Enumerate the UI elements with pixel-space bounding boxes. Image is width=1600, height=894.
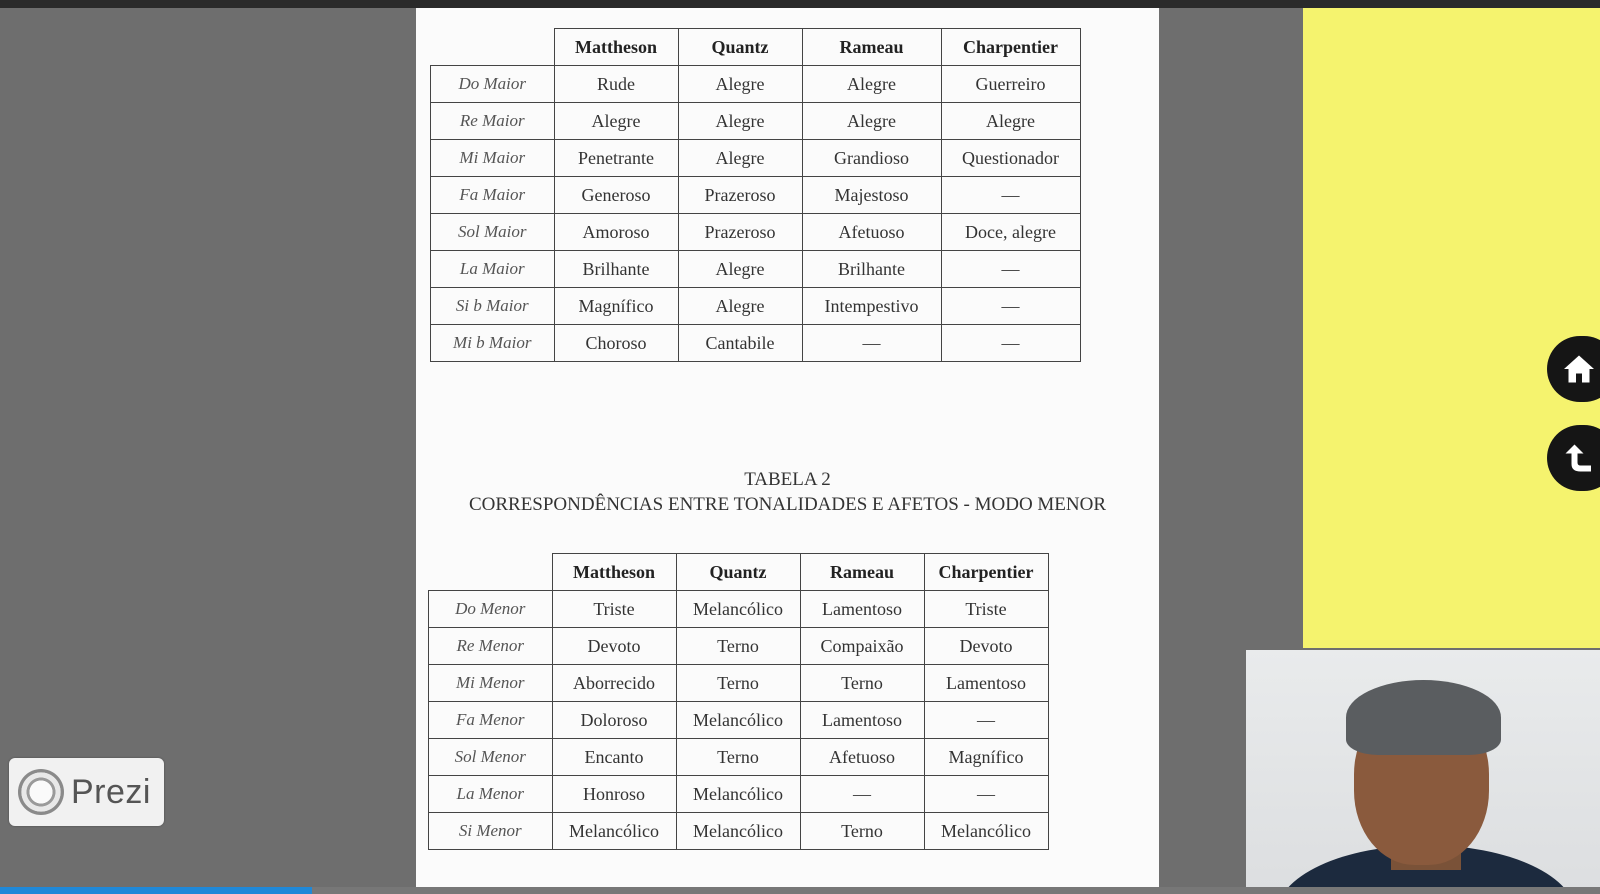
table-row bbox=[429, 776, 1049, 813]
table-cell: Prazeroso bbox=[678, 177, 802, 214]
key-cell: Sol Maior bbox=[431, 214, 555, 251]
table-cell: Generoso bbox=[554, 177, 678, 214]
table-cell: Brilhante bbox=[802, 251, 941, 288]
table-cell: Alegre bbox=[941, 103, 1080, 140]
table-cell: Melancólico bbox=[676, 776, 800, 813]
table-header-row bbox=[431, 29, 1081, 66]
table-row bbox=[431, 251, 1081, 288]
table-cell: Doce, alegre bbox=[941, 214, 1080, 251]
table-cell: Devoto bbox=[552, 628, 676, 665]
header-blank bbox=[429, 554, 553, 591]
header-cell: Charpentier bbox=[941, 29, 1080, 66]
table-cell: Brilhante bbox=[554, 251, 678, 288]
key-cell: Do Maior bbox=[431, 66, 555, 103]
key-cell: Si b Maior bbox=[431, 288, 555, 325]
table-cell: Magnífico bbox=[924, 739, 1048, 776]
table-cell: Intempestivo bbox=[802, 288, 941, 325]
top-bar bbox=[0, 0, 1600, 8]
table-cell: Cantabile bbox=[678, 325, 802, 362]
presenter-cap bbox=[1346, 680, 1501, 755]
table-header-row bbox=[429, 554, 1049, 591]
table-cell: Alegre bbox=[802, 66, 941, 103]
progress-bar-fill bbox=[0, 887, 312, 894]
table-cell: Melancólico bbox=[676, 813, 800, 850]
key-cell: Mi Maior bbox=[431, 140, 555, 177]
table-row bbox=[431, 288, 1081, 325]
table-cell: Encanto bbox=[552, 739, 676, 776]
table-cell: Terno bbox=[800, 813, 924, 850]
table-row bbox=[431, 325, 1081, 362]
webcam-overlay bbox=[1246, 650, 1600, 894]
header-cell: Quantz bbox=[678, 29, 802, 66]
header-cell: Quantz bbox=[676, 554, 800, 591]
table-cell: Melancólico bbox=[552, 813, 676, 850]
table-cell: Melancólico bbox=[676, 591, 800, 628]
table-cell: Alegre bbox=[678, 103, 802, 140]
table-row bbox=[431, 103, 1081, 140]
table-cell: Terno bbox=[676, 628, 800, 665]
key-cell: Fa Maior bbox=[431, 177, 555, 214]
table-cell: Devoto bbox=[924, 628, 1048, 665]
table-cell: Melancólico bbox=[924, 813, 1048, 850]
table-cell: Alegre bbox=[802, 103, 941, 140]
table-cell: — bbox=[800, 776, 924, 813]
progress-bar[interactable] bbox=[0, 887, 1600, 894]
table-row bbox=[429, 702, 1049, 739]
header-cell: Charpentier bbox=[924, 554, 1048, 591]
prezi-label: Prezi bbox=[71, 772, 151, 811]
table-2-title: TABELA 2 bbox=[744, 469, 831, 490]
key-cell: Fa Menor bbox=[429, 702, 553, 739]
key-cell: La Maior bbox=[431, 251, 555, 288]
table-cell: Magnífico bbox=[554, 288, 678, 325]
table-cell: Alegre bbox=[678, 140, 802, 177]
table-cell: Prazeroso bbox=[678, 214, 802, 251]
table-cell: Honroso bbox=[552, 776, 676, 813]
table-row bbox=[431, 177, 1081, 214]
table-cell: Triste bbox=[924, 591, 1048, 628]
table-row bbox=[429, 739, 1049, 776]
home-icon bbox=[1561, 351, 1597, 387]
key-cell: Mi Menor bbox=[429, 665, 553, 702]
key-cell: Si Menor bbox=[429, 813, 553, 850]
table-cell: — bbox=[924, 776, 1048, 813]
table-cell: — bbox=[924, 702, 1048, 739]
table-cell: Lamentoso bbox=[924, 665, 1048, 702]
key-cell: Re Menor bbox=[429, 628, 553, 665]
key-cell: Mi b Maior bbox=[431, 325, 555, 362]
key-cell: Sol Menor bbox=[429, 739, 553, 776]
table-cell: — bbox=[941, 177, 1080, 214]
table-cell: — bbox=[802, 325, 941, 362]
table-cell: — bbox=[941, 325, 1080, 362]
table-row bbox=[429, 665, 1049, 702]
prezi-badge[interactable] bbox=[9, 758, 164, 826]
key-cell: La Menor bbox=[429, 776, 553, 813]
table-row bbox=[429, 813, 1049, 850]
table-cell: Amoroso bbox=[554, 214, 678, 251]
table-row bbox=[431, 66, 1081, 103]
back-arrow-icon bbox=[1561, 440, 1597, 476]
yellow-slide-panel bbox=[1303, 8, 1600, 648]
table-2-subtitle: CORRESPONDÊNCIAS ENTRE TONALIDADES E AFETOS - MODO MENOR bbox=[468, 494, 1107, 515]
table-cell: Afetuoso bbox=[802, 214, 941, 251]
key-cell: Re Maior bbox=[431, 103, 555, 140]
header-cell: Rameau bbox=[800, 554, 924, 591]
table-cell: Terno bbox=[676, 739, 800, 776]
table-cell: — bbox=[941, 288, 1080, 325]
minor-keys-table bbox=[428, 553, 1049, 850]
table-cell: Lamentoso bbox=[800, 702, 924, 739]
table-cell: Majestoso bbox=[802, 177, 941, 214]
table-cell: Terno bbox=[676, 665, 800, 702]
table-cell: Penetrante bbox=[554, 140, 678, 177]
prezi-logo-icon bbox=[18, 769, 64, 815]
table-cell: Alegre bbox=[678, 288, 802, 325]
table-cell: Guerreiro bbox=[941, 66, 1080, 103]
table-cell: Aborrecido bbox=[552, 665, 676, 702]
table-cell: Questionador bbox=[941, 140, 1080, 177]
major-keys-table bbox=[430, 28, 1081, 362]
table-cell: Compaixão bbox=[800, 628, 924, 665]
header-cell: Mattheson bbox=[552, 554, 676, 591]
header-cell: Rameau bbox=[802, 29, 941, 66]
header-blank bbox=[431, 29, 555, 66]
header-cell: Mattheson bbox=[554, 29, 678, 66]
table-row bbox=[429, 591, 1049, 628]
table-cell: Triste bbox=[552, 591, 676, 628]
table-cell: Choroso bbox=[554, 325, 678, 362]
key-cell: Do Menor bbox=[429, 591, 553, 628]
table-cell: — bbox=[941, 251, 1080, 288]
table-row bbox=[431, 140, 1081, 177]
table-cell: Grandioso bbox=[802, 140, 941, 177]
table-cell: Terno bbox=[800, 665, 924, 702]
table-cell: Alegre bbox=[678, 251, 802, 288]
table-cell: Melancólico bbox=[676, 702, 800, 739]
table-cell: Rude bbox=[554, 66, 678, 103]
table-row bbox=[429, 628, 1049, 665]
table-cell: Alegre bbox=[554, 103, 678, 140]
table-row bbox=[431, 214, 1081, 251]
table-cell: Doloroso bbox=[552, 702, 676, 739]
table-cell: Afetuoso bbox=[800, 739, 924, 776]
table-cell: Alegre bbox=[678, 66, 802, 103]
table-cell: Lamentoso bbox=[800, 591, 924, 628]
